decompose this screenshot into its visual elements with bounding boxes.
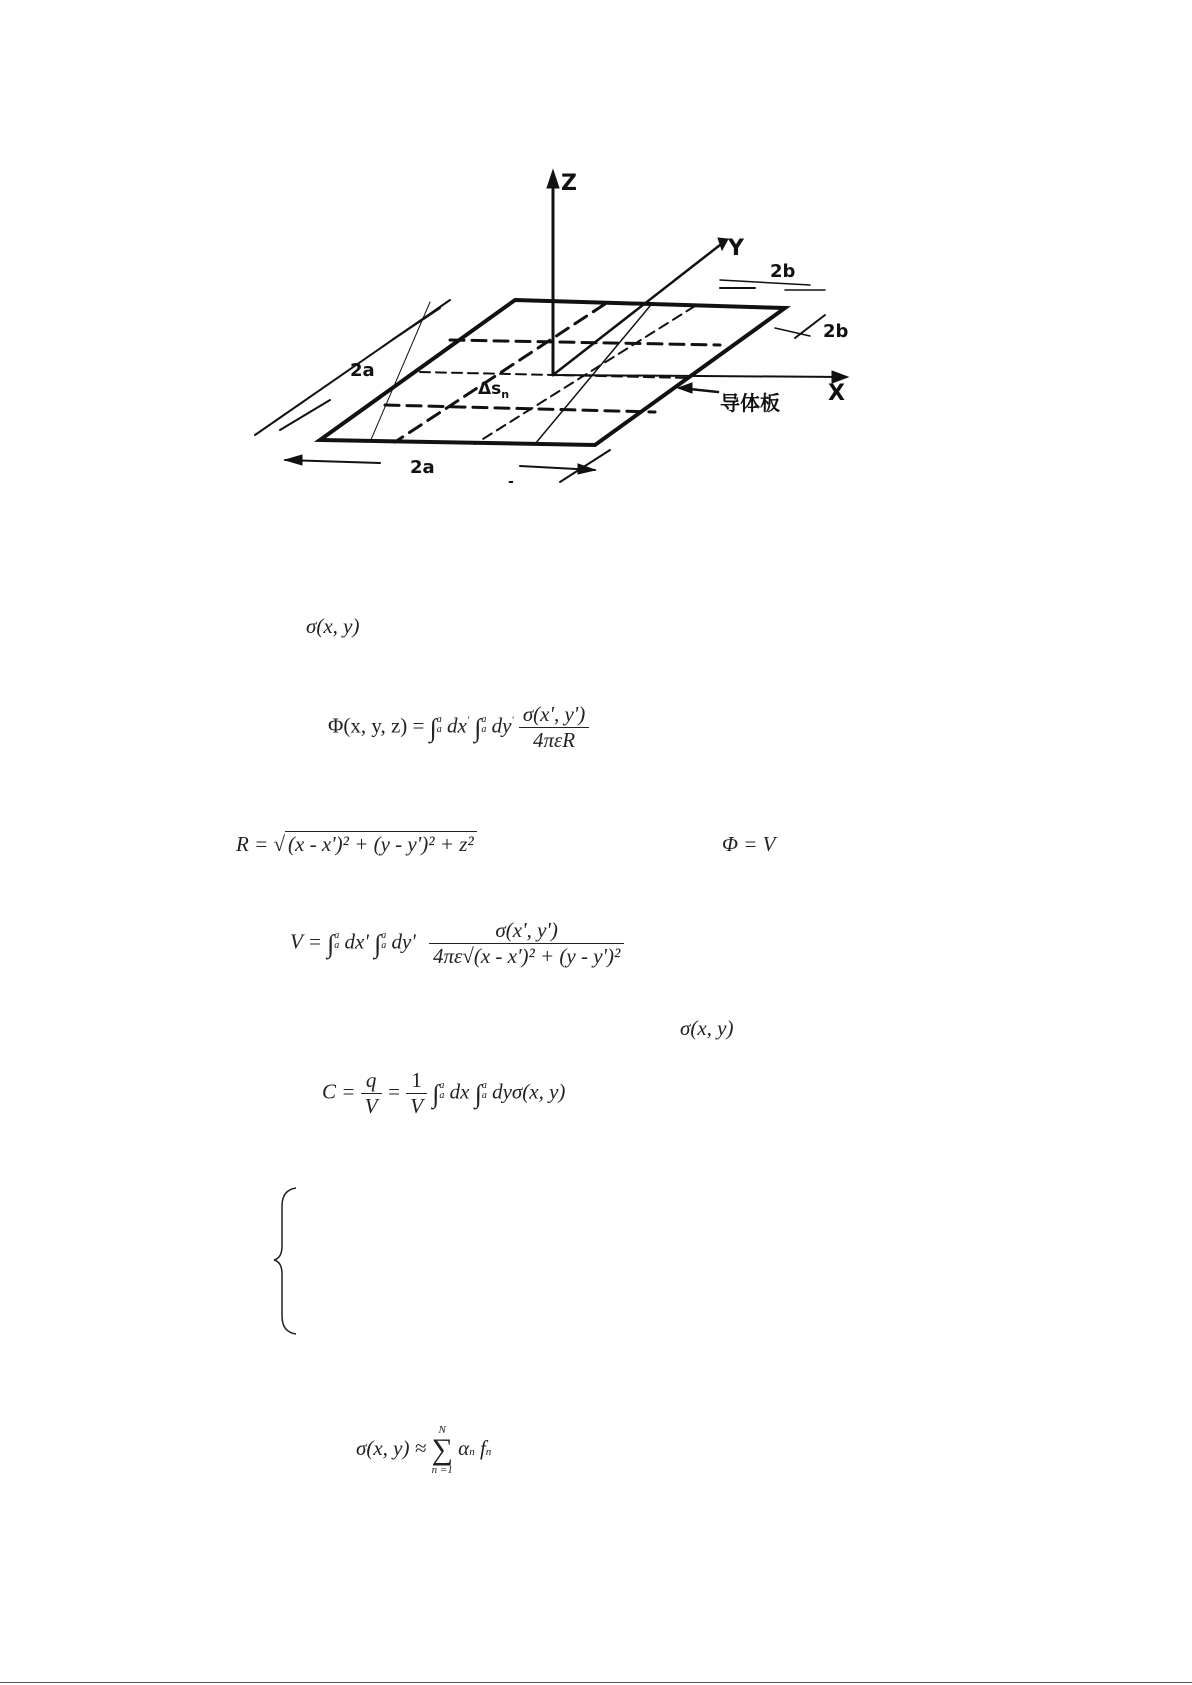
sum-f-sub: n — [485, 1445, 492, 1458]
cap-eq2: = — [386, 1079, 401, 1104]
plate-figure — [250, 160, 870, 520]
axis-y-label: Y — [728, 236, 744, 261]
v-lim-low-2: a — [381, 940, 387, 952]
capacitance-equation: C = $\frac{q}{V}$ = $\frac{1}{V}$ ∫ a a dx ∫ a a dyσ(x, y) — [322, 1068, 566, 1118]
dim-2a-left-label: 2a — [350, 360, 375, 381]
axis-x-label: X — [828, 381, 845, 406]
expansion-equation — [356, 1424, 491, 1476]
cap-one: 1 — [406, 1068, 427, 1094]
phi-lim-low-1: a — [436, 724, 442, 736]
v-lim-low-1: a — [334, 940, 340, 952]
dim-2b-right-label: 2b — [823, 321, 849, 342]
cap-v2: V — [410, 1094, 424, 1118]
sum-f: f — [479, 1435, 486, 1460]
footer-rule — [0, 1682, 1192, 1683]
c-lim-up-2: a — [481, 1080, 487, 1092]
sum-alpha-sub: n — [469, 1445, 475, 1458]
voltage-numerator: σ(x', y') — [429, 918, 624, 944]
distance-radicand: (x - x')² + (y - y')² + z² — [285, 831, 477, 856]
left-brace — [272, 1186, 302, 1336]
sum-upper: N — [438, 1424, 446, 1436]
potential-equation: Φ(x, y, z) = ∫ a a dx' ∫ a a dy' $\frac{\sigma(x', y')}{\text{4πεR}}$ — [328, 702, 589, 753]
voltage-dy: dy' — [391, 929, 416, 954]
sigma-expression-2: σ(x, y) — [680, 1016, 734, 1040]
sum-symbol: ∑ — [431, 1433, 453, 1466]
phi-dy: dy — [491, 713, 512, 738]
c-lim-low-1: a — [439, 1090, 445, 1102]
potential-lhs: Φ(x, y, z) = — [328, 713, 425, 738]
phi-lim-up-1: a — [436, 714, 442, 726]
cap-v: V — [364, 1094, 378, 1118]
v-lim-up-2: a — [381, 930, 387, 942]
distance-lhs: R = — [236, 832, 269, 856]
voltage-denominator: 4πε√(x - x')² + (y - y')² — [433, 944, 621, 968]
c-lim-up-1: a — [439, 1080, 445, 1092]
dim-2b-top-label: 2b — [770, 261, 796, 282]
phi-dx: dx — [447, 713, 467, 738]
cap-dy-sigma: dyσ(x, y) — [492, 1079, 566, 1104]
sum-alpha: α — [458, 1435, 470, 1460]
cap-dx: dx — [449, 1079, 470, 1104]
expansion-lhs: σ(x, y) ≈ — [356, 1435, 427, 1460]
boundary-condition: Φ = V — [722, 832, 776, 856]
axis-z-label: Z — [561, 171, 577, 196]
voltage-dx: dx' — [344, 929, 369, 954]
plate-label: 导体板 — [720, 391, 780, 415]
phi-prime-2: ' — [511, 715, 514, 727]
phi-denominator: 4πεR — [533, 728, 576, 752]
capacitance-lhs: C = — [322, 1079, 356, 1104]
phi-lim-up-2: a — [481, 714, 487, 726]
phi-numerator: σ(x', y') — [519, 702, 589, 728]
sum-lower: n =1 — [431, 1464, 453, 1476]
voltage-equation: V = ∫ a a dx' ∫ a a dy' $\frac{\sigma(x', y')}{\text{4πε√(x - x')² + (y - y')²}}$ — [290, 918, 624, 969]
distance-equation: R = √ (x - x')² + (y - y')² + z² — [236, 832, 477, 857]
c-lim-low-2: a — [481, 1090, 487, 1102]
sigma-expression: σ(x, y) — [306, 614, 360, 638]
phi-lim-low-2: a — [481, 724, 487, 736]
voltage-lhs: V = — [290, 929, 322, 954]
element-label: $\Delta s_n$ — [478, 379, 510, 401]
dim-2a-bottom-label: 2a — [410, 457, 435, 478]
cap-q: q — [361, 1068, 382, 1094]
tick-mark: - — [508, 474, 514, 490]
phi-prime-1: ' — [466, 715, 469, 727]
v-lim-up-1: a — [334, 930, 340, 942]
